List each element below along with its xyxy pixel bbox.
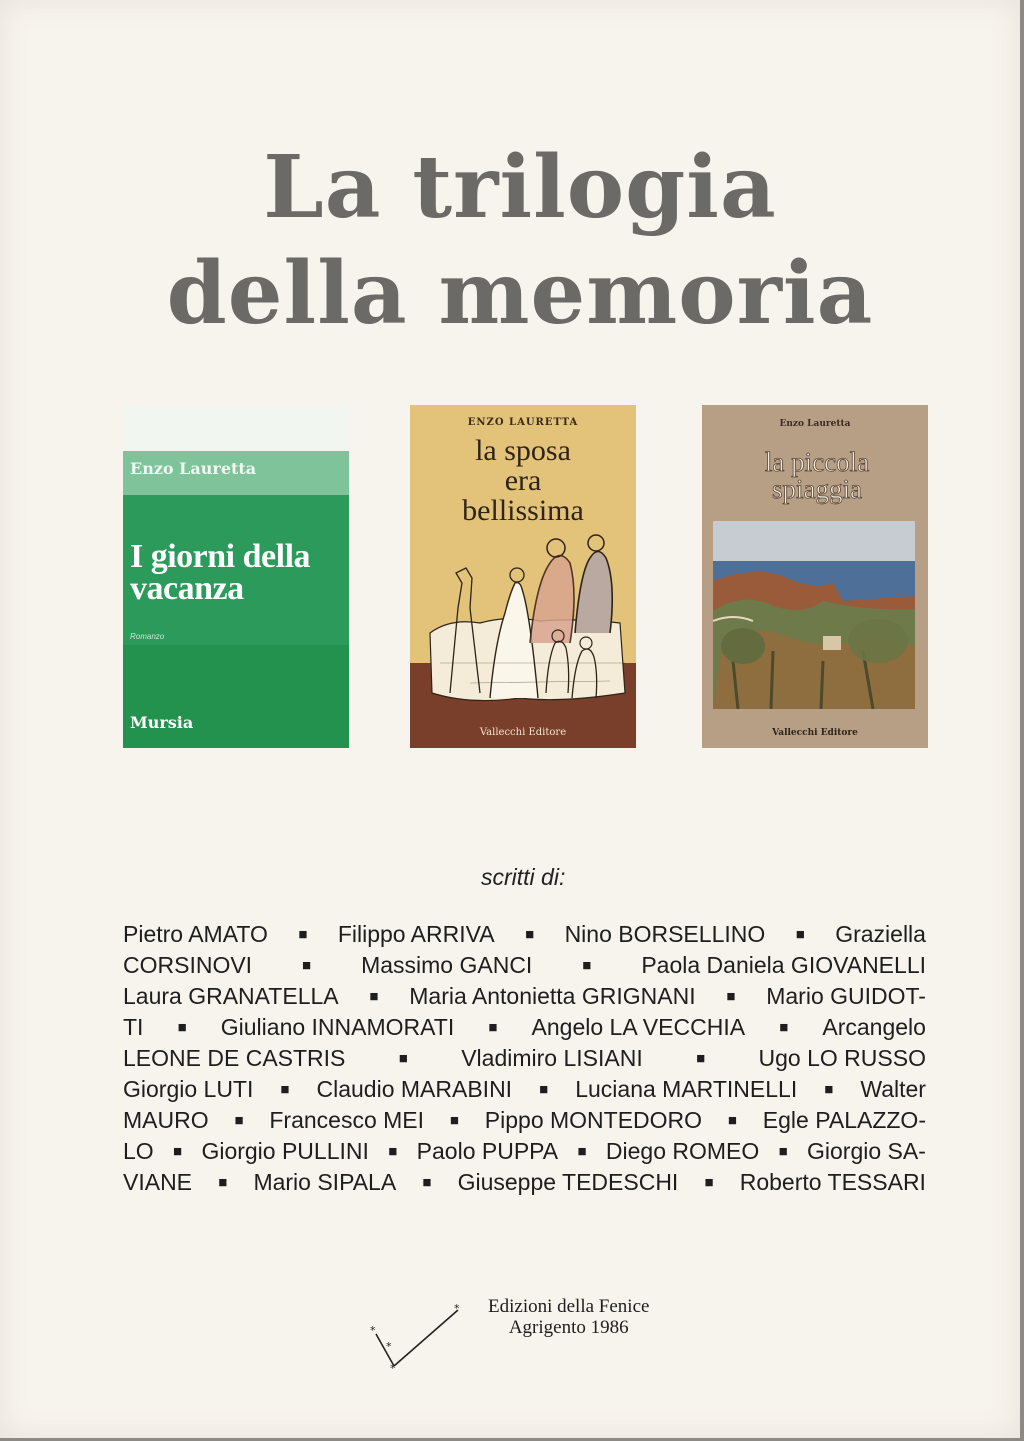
contributor-name: Paola Daniela GIOVANELLI bbox=[641, 952, 926, 978]
separator-square-icon: ■ bbox=[577, 1143, 587, 1160]
contributor-name: LO bbox=[123, 1138, 154, 1164]
contributors-line bbox=[123, 919, 926, 950]
contributor-name: Ugo LO RUSSO bbox=[758, 1045, 926, 1071]
contributor-name: Francesco MEI bbox=[269, 1107, 425, 1133]
contributor-name: Roberto TESSARI bbox=[739, 1169, 926, 1195]
contributor-name: Walter bbox=[860, 1076, 926, 1102]
separator-square-icon: ■ bbox=[778, 1143, 788, 1160]
separator-square-icon: ■ bbox=[525, 926, 535, 943]
contributors-line bbox=[123, 950, 926, 981]
book-author: Enzo Lauretta bbox=[130, 459, 257, 478]
separator-square-icon: ■ bbox=[422, 1174, 432, 1191]
contributor-name: Pietro AMATO bbox=[123, 921, 268, 947]
contributor-name: Egle PALAZZO- bbox=[762, 1107, 926, 1133]
contributor-name: Diego ROMEO bbox=[605, 1138, 760, 1164]
separator-square-icon: ■ bbox=[369, 988, 379, 1005]
contributors-line bbox=[123, 1136, 926, 1167]
contributor-name: Giorgio LUTI bbox=[123, 1076, 254, 1102]
contributor-name: Maria Antonietta GRIGNANI bbox=[409, 983, 696, 1009]
separator-square-icon: ■ bbox=[234, 1112, 244, 1129]
seascape-painting bbox=[713, 521, 915, 709]
contributor-name: LEONE DE CASTRIS bbox=[123, 1045, 346, 1071]
separator-square-icon: ■ bbox=[779, 1019, 789, 1036]
contributors-line bbox=[123, 1043, 926, 1074]
wedding-sketch-illustration bbox=[410, 523, 636, 723]
separator-square-icon: ■ bbox=[218, 1174, 228, 1191]
separator-square-icon: ■ bbox=[824, 1081, 834, 1098]
book-author: ENZO LAURETTA bbox=[467, 417, 579, 428]
contributor-name: Luciana MARTINELLI bbox=[575, 1076, 798, 1102]
book-genre: Romanzo bbox=[130, 632, 165, 641]
svg-text:*: * bbox=[390, 1362, 396, 1375]
separator-square-icon: ■ bbox=[727, 1112, 737, 1129]
contributor-name: Filippo ARRIVA bbox=[337, 921, 495, 947]
separator-square-icon: ■ bbox=[726, 988, 736, 1005]
book-publisher: Vallecchi Editore bbox=[772, 728, 858, 738]
book-cover-la-piccola-spiaggia bbox=[702, 405, 928, 748]
contributor-name: TI bbox=[123, 1014, 144, 1040]
phoenix-constellation-logo bbox=[364, 1300, 474, 1390]
separator-square-icon: ■ bbox=[398, 1050, 408, 1067]
contributor-name: Massimo GANCI bbox=[361, 952, 533, 978]
separator-square-icon: ■ bbox=[388, 1143, 398, 1160]
separator-square-icon: ■ bbox=[488, 1019, 498, 1036]
separator-square-icon: ■ bbox=[582, 957, 592, 974]
contributors-line bbox=[123, 1105, 926, 1136]
contributor-name: Giuseppe TEDESCHI bbox=[457, 1169, 679, 1195]
contributor-name: CORSINOVI bbox=[123, 952, 253, 978]
contributor-name: Mario GUIDOT- bbox=[766, 983, 926, 1009]
book-publisher: Mursia bbox=[130, 713, 194, 732]
book-title: la sposa era bellissima bbox=[462, 434, 584, 527]
contributor-name: Nino BORSELLINO bbox=[564, 921, 766, 947]
contributor-name: Giorgio SA- bbox=[807, 1138, 926, 1164]
contributor-name: VIANE bbox=[123, 1169, 193, 1195]
publisher-name: Edizioni della Fenice bbox=[488, 1296, 650, 1317]
book-title: la piccola spiaggia bbox=[764, 447, 870, 504]
contributor-name: Arcangelo bbox=[822, 1014, 926, 1040]
contributor-name: Laura GRANATELLA bbox=[123, 983, 339, 1009]
contributor-name: Giuliano INNAMORATI bbox=[220, 1014, 455, 1040]
contributor-name: Giorgio PULLINI bbox=[201, 1138, 369, 1164]
separator-square-icon: ■ bbox=[173, 1143, 183, 1160]
title-line-1: La trilogia bbox=[263, 137, 777, 238]
separator-square-icon: ■ bbox=[449, 1112, 459, 1129]
contributor-name: Paolo PUPPA bbox=[416, 1138, 559, 1164]
contributors-line bbox=[123, 1167, 926, 1198]
contributors-label: scritti di: bbox=[481, 864, 566, 890]
separator-square-icon: ■ bbox=[177, 1019, 187, 1036]
contributor-name: Claudio MARABINI bbox=[316, 1076, 513, 1102]
separator-square-icon: ■ bbox=[298, 926, 308, 943]
contributor-name: Mario SIPALA bbox=[253, 1169, 397, 1195]
publisher-place-year: Agrigento 1986 bbox=[508, 1317, 629, 1338]
contributors-line bbox=[123, 981, 926, 1012]
separator-square-icon: ■ bbox=[795, 926, 805, 943]
book-author: Enzo Lauretta bbox=[779, 419, 851, 429]
contributor-name: Angelo LA VECCHIA bbox=[531, 1014, 746, 1040]
title-line-2: della memoria bbox=[166, 243, 874, 344]
contributors-line bbox=[123, 1074, 926, 1105]
book-cover-i-giorni-della-vacanza bbox=[123, 405, 349, 748]
separator-square-icon: ■ bbox=[302, 957, 312, 974]
separator-square-icon: ■ bbox=[280, 1081, 290, 1098]
contributors-line bbox=[123, 1012, 926, 1043]
separator-square-icon: ■ bbox=[704, 1174, 714, 1191]
contributor-name: Pippo MONTEDORO bbox=[484, 1107, 703, 1133]
contributor-name: MAURO bbox=[123, 1107, 209, 1133]
imprint bbox=[488, 1296, 649, 1338]
svg-text:*: * bbox=[386, 1340, 392, 1353]
separator-square-icon: ■ bbox=[696, 1050, 706, 1067]
separator-square-icon: ■ bbox=[539, 1081, 549, 1098]
contributors-list bbox=[123, 919, 926, 1198]
book-cover-la-sposa-era-bellissima bbox=[410, 405, 636, 748]
svg-text:*: * bbox=[370, 1324, 376, 1337]
book-title: I giorni della vacanza bbox=[130, 538, 311, 607]
svg-text:*: * bbox=[454, 1302, 460, 1315]
book-publisher: Vallecchi Editore bbox=[479, 727, 567, 738]
contributor-name: Graziella bbox=[835, 921, 926, 947]
contributor-name: Vladimiro LISIANI bbox=[461, 1045, 643, 1071]
